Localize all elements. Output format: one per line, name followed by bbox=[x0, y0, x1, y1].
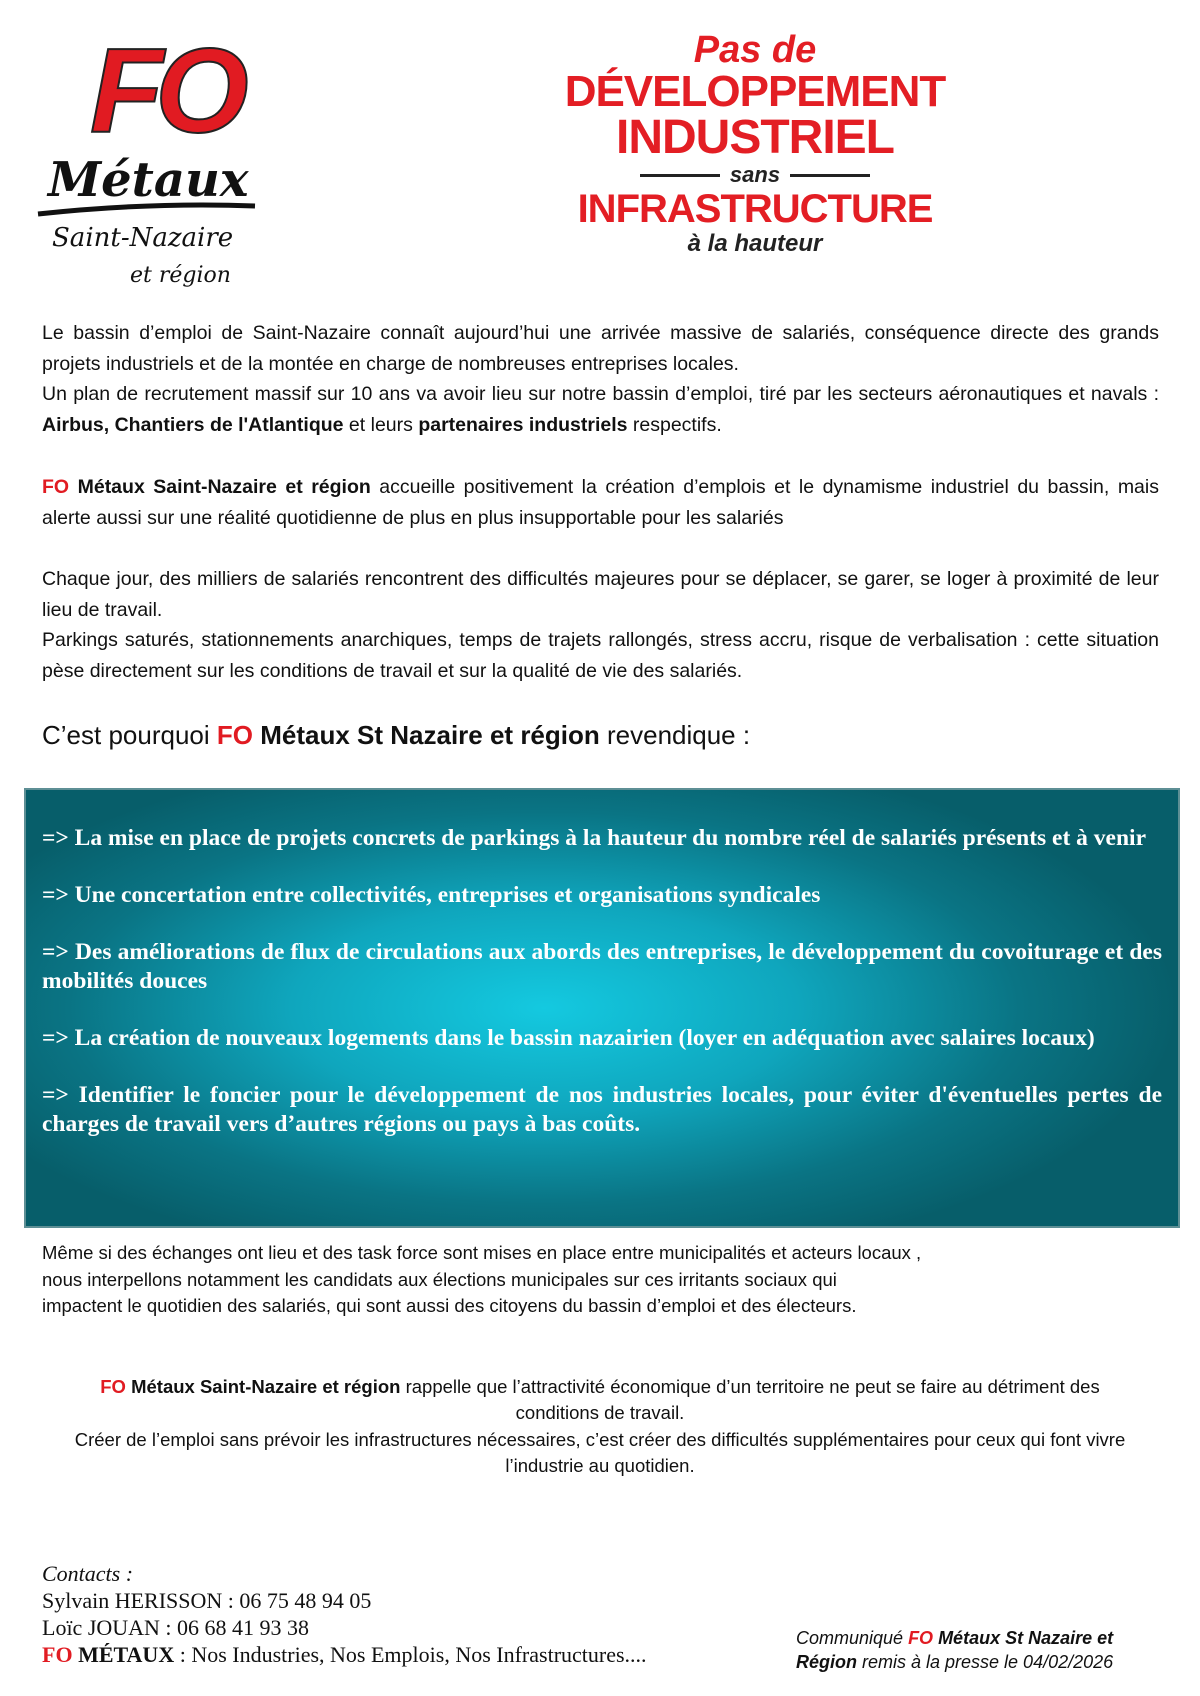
press-release-note: Communiqué FO Métaux St Nazaire et Région remis à la presse le 04/02/2026 bbox=[796, 1628, 1114, 1672]
contacts-title: Contacts : bbox=[42, 1561, 134, 1586]
text-line: impactent le quotidien des salariés, qui sont aussi des citoyens du bassin d’emploi et des électeurs. bbox=[42, 1295, 857, 1316]
difficulties-paragraph bbox=[42, 564, 1159, 686]
headline-line: à la hauteur bbox=[687, 230, 823, 257]
headline-line: Pas de bbox=[693, 29, 817, 71]
headline-banner bbox=[520, 30, 990, 258]
interpellation-paragraph bbox=[42, 1240, 1162, 1320]
position-paragraph: FO Métaux Saint-Nazaire et région accueille positivement la création d’emplois et le dynamisme industriel du bassin, mais alerte aussi sur une réalité quotidienne de plus en plus insupportable pour les salariés bbox=[42, 476, 1159, 529]
fo-metaux-logo bbox=[30, 14, 270, 296]
demands-box bbox=[24, 788, 1180, 1228]
demand-item: => La création de nouveaux logements dans le bassin nazairien (loyer en adéquation avec salaires locaux) bbox=[42, 1025, 1095, 1051]
contact-item: Sylvain HERISSON : 06 75 48 94 05 bbox=[42, 1588, 372, 1613]
text-line: nous interpellons notamment les candidats aux élections municipales sur ces irritants sociaux qui bbox=[42, 1268, 837, 1290]
headline-sans bbox=[520, 162, 990, 188]
demand-item: => Une concertation entre collectivités, entreprises et organisations syndicales bbox=[42, 882, 821, 908]
intro-paragraph bbox=[42, 318, 1159, 440]
contacts-block bbox=[42, 1560, 647, 1668]
closing-text: FO Métaux Saint-Nazaire et région rappelle que l’attractivité économique d’un territoire ne peut se faire au détriment des conditions de travail. bbox=[100, 1375, 1100, 1423]
logo-metaux-text: Métaux bbox=[48, 152, 249, 208]
demand-item: => Des améliorations de flux de circulations aux abords des entreprises, le développement du covoiturage et des mobilités douces bbox=[42, 939, 1162, 994]
difficulties-text: Chaque jour, des milliers de salariés rencontrent des difficultés majeures pour se déplacer, se garer, se loger à proximité de leur lieu de travail. bbox=[42, 568, 1159, 621]
slogan: FO MÉTAUX : Nos Industries, Nos Emplois, Nos Infrastructures.... bbox=[42, 1642, 647, 1667]
contact-item: Loïc JOUAN : 06 68 41 93 38 bbox=[42, 1615, 310, 1640]
headline-line: DÉVELOPPEMENT bbox=[564, 67, 946, 116]
text-line: Même si des échanges ont lieu et des task force sont mises en place entre municipalités et acteurs locaux , bbox=[42, 1242, 922, 1263]
logo-fo-text: FO bbox=[90, 24, 241, 158]
intro-text-2: Un plan de recrutement massif sur 10 ans va avoir lieu sur notre bassin d’emploi, tiré par les secteurs aéronautiques et navals : Airbus, Chantiers de l'Atlantique et leurs partenaires industriels respectifs. bbox=[42, 383, 1159, 436]
logo-city-text: Saint-Nazaire bbox=[52, 223, 234, 253]
closing-text: Créer de l’emploi sans prévoir les infrastructures nécessaires, c’est créer des difficultés supplémentaires pour ceux qui font vivre l’industrie au quotidien. bbox=[74, 1428, 1126, 1476]
difficulties-text: Parkings saturés, stationnements anarchiques, temps de trajets rallongés, stress accru, risque de verbalisation : cette situation pèse directement sur les conditions de travail et sur la qualité de vie des salariés. bbox=[42, 629, 1159, 682]
closing-paragraph bbox=[40, 1374, 1160, 1480]
intro-text: Le bassin d’emploi de Saint-Nazaire connaît aujourd’hui une arrivée massive de salariés, conséquence directe des grands projets industriels et de la montée en charge de nombreuses entreprises locales. bbox=[42, 322, 1159, 375]
headline-line: sans bbox=[729, 162, 781, 187]
headline-line: INFRASTRUCTURE bbox=[577, 187, 933, 231]
demand-item: => La mise en place de projets concrets de parkings à la hauteur du nombre réel de salariés présents et à venir bbox=[42, 825, 1147, 851]
headline-line: INDUSTRIEL bbox=[616, 111, 894, 164]
logo-region-text: et région bbox=[130, 263, 231, 288]
body-content bbox=[0, 318, 1200, 1480]
claim-heading: C’est pourquoi FO Métaux St Nazaire et région revendique : bbox=[42, 720, 751, 750]
demand-item: => Identifier le foncier pour le développement de nos industries locales, pour éviter d'éventuelles pertes de charges de travail vers d’autres régions ou pays à bas coûts. bbox=[42, 1082, 1162, 1137]
